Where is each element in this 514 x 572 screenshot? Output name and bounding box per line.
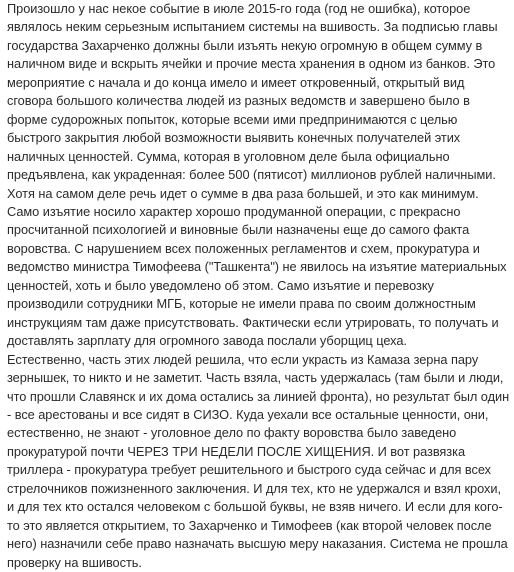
paragraph-1: Произошло у нас некое событие в июле 2015-го года (год не ошибка), которое являлось неким серьезным испытанием системы на вшивость. За подписью главы государства Захарченко должны были изъять некую огромную в общем сумму в наличном виде и вскрыть ячейки и прочие места хранения в одном из банков. Это мероприятие с начала и до конца имело и имеет откровенный, открытый вид сговора большого количества людей из разных ведомств и завершено было в форме судорожных попыток, которые всеми ими предпринимаются с целью быстрого закрытия любой возможности выявить конечных получателей этих наличных ценностей. Сумма, которая в уголовном деле была официально предъявлена, как украденная: более 500 (пятисот) миллионов рублей наличными. Хотя на самом деле речь идет о сумме в два раза большей, и это как минимум. Само изъятие носило характер хорошо продуманной операции, с прекрасно просчитанной психологией и виновные были назначены еще до самого факта воровства. С нарушением всех положенных регламентов и схем, прокуратура и ведомство министра Тимофеева ("Ташкента") не явилось на изъятие материальных ценностей, хоть и было уведомлено об этом. Само изъятие и перевозку производили сотрудники МГБ, которые не имели права по своим должностным инструкциям там даже присутствовать. Фактически если утрировать, то получать и доставлять зарплату для огромного завода послали уборщиц цеха. bbox=[7, 1, 507, 349]
paragraph-2: Естественно, часть этих людей решила, что если украсть из Камаза зерна пару зернышек, то никто и не заметит. Часть взяла, часть удержалась (там были и люди, что прошли Славянск и их дома остались за линией фронта), но результат был один - все арестованы и все сидят в СИЗО. Куда уехали все остальные ценности, они, естественно, не знают - уголовное дело по факту воровства было заведено прокуратурой почти ЧЕРЕЗ ТРИ НЕДЕЛИ ПОСЛЕ ХИЩЕНИЯ. И вот развязка триллера - прокуратура требует решительного и быстрого суда сейчас и для всех стрелочников пожизненного заключения. И для тех, кто не удержался и взял крохи, и для тех кто остался человеком с большой буквы, не взяв ничего. И если для кого-то это является открытием, то Захарченко и Тимофеев (как второй человек после него) назначили себе право назначать высшую меру наказания. Система не прошла проверку на вшивость. bbox=[7, 351, 510, 570]
